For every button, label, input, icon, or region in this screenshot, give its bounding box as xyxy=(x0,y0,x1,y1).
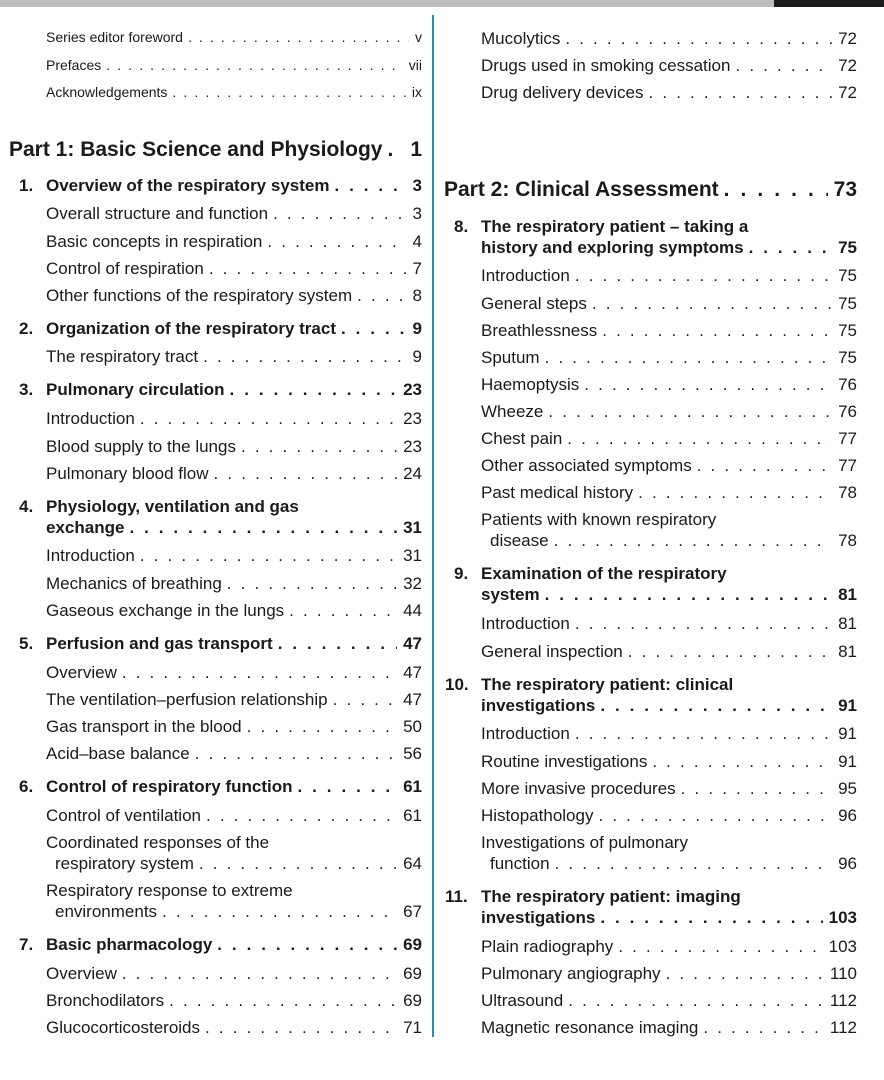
entry-label: function xyxy=(490,854,550,873)
chapter-page: 81 xyxy=(838,585,857,604)
entry-label: Bronchodilators xyxy=(46,991,165,1010)
entry-page: 75 xyxy=(838,266,857,285)
entry-page: 72 xyxy=(838,83,857,102)
dot-leader xyxy=(289,601,397,621)
chapter-title: Control of respiratory function xyxy=(46,777,293,796)
entry-page: 81 xyxy=(838,642,857,661)
chapter-title-line1: Physiology, ventilation and gas xyxy=(46,497,299,516)
entry-page: 110 xyxy=(829,964,857,983)
toc-entry[interactable] xyxy=(481,29,857,49)
chapter-heading[interactable] xyxy=(481,238,857,258)
chapter-heading[interactable] xyxy=(46,777,422,797)
chapter-page: 103 xyxy=(828,908,857,927)
chapter-number: 2. xyxy=(19,319,34,338)
entry-page: 75 xyxy=(838,294,857,313)
chapter-page: 31 xyxy=(403,518,422,537)
dot-leader xyxy=(567,429,832,449)
dot-leader xyxy=(241,437,397,457)
toc-entry[interactable] xyxy=(481,83,857,103)
dot-leader xyxy=(681,779,832,799)
dot-leader xyxy=(638,483,832,503)
part-heading[interactable] xyxy=(9,138,422,162)
entry-page: 8 xyxy=(412,286,422,305)
entry-label: Other functions of the respiratory system xyxy=(46,286,353,305)
chapter-number: 4. xyxy=(19,497,34,516)
dot-leader xyxy=(554,531,832,551)
chapter-number: 1. xyxy=(19,176,34,195)
chapter-title-line1: The respiratory patient – taking a xyxy=(481,217,749,236)
entry-label: Control of ventilation xyxy=(46,806,201,825)
dot-leader xyxy=(298,777,398,797)
entry-label: Past medical history xyxy=(481,483,634,502)
toc-entry[interactable] xyxy=(481,642,857,662)
entry-page: 67 xyxy=(403,902,422,921)
entry-label: Wheeze xyxy=(481,402,544,421)
entry-page: 78 xyxy=(838,531,857,550)
entry-label-line1: Investigations of pulmonary xyxy=(481,833,688,852)
chapter-title: Overview of the respiratory system xyxy=(46,176,330,195)
dot-leader xyxy=(724,178,828,202)
toc-entry[interactable] xyxy=(46,690,422,710)
entry-label: Histopathology xyxy=(481,806,594,825)
entry-page: 3 xyxy=(412,204,422,223)
entry-page: 47 xyxy=(403,690,422,709)
entry-page: 23 xyxy=(403,437,422,456)
entry-label-line1: Coordinated responses of the xyxy=(46,833,270,852)
dot-leader xyxy=(195,744,397,764)
chapter-title: Basic pharmacology xyxy=(46,935,213,954)
dot-leader xyxy=(565,29,832,49)
entry-page: 32 xyxy=(403,574,422,593)
toc-entry[interactable] xyxy=(490,531,857,551)
entry-page: 47 xyxy=(403,663,422,682)
part-title: Part 1: Basic Science and Physiology xyxy=(9,138,383,161)
dot-leader xyxy=(106,57,403,73)
toc-entry[interactable] xyxy=(46,347,422,367)
dot-leader xyxy=(227,574,397,594)
chapter-page: 91 xyxy=(838,696,857,715)
entry-page: 78 xyxy=(838,483,857,502)
chapter-number: 10. xyxy=(445,675,469,694)
entry-label: Basic concepts in respiration xyxy=(46,232,263,251)
chapter-title-line1: The respiratory patient: clinical xyxy=(481,675,734,694)
dot-leader xyxy=(697,456,832,476)
chapter-number: 11. xyxy=(445,887,468,906)
entry-label: Pulmonary blood flow xyxy=(46,464,209,483)
entry-page: 24 xyxy=(403,464,422,483)
dot-leader xyxy=(618,937,822,957)
dot-leader xyxy=(172,84,405,100)
toc-entry[interactable] xyxy=(481,375,857,395)
dot-leader xyxy=(555,854,833,874)
toc-entry[interactable] xyxy=(46,744,422,764)
entry-page: 4 xyxy=(412,232,422,251)
chapter-page: 69 xyxy=(403,935,422,954)
top-edge-bar xyxy=(0,0,884,7)
entry-page: 50 xyxy=(403,717,422,736)
toc-entry[interactable] xyxy=(481,402,857,422)
entry-page: 69 xyxy=(403,964,422,983)
entry-label: Control of respiration xyxy=(46,259,204,278)
entry-page: vii xyxy=(408,57,422,73)
chapter-page: 23 xyxy=(403,380,422,399)
entry-label: Introduction xyxy=(481,724,570,743)
dot-leader xyxy=(209,259,407,279)
chapter-number: 5. xyxy=(19,634,34,653)
entry-label: General inspection xyxy=(481,642,623,661)
dot-leader xyxy=(203,347,406,367)
dot-leader xyxy=(628,642,832,662)
chapter-heading[interactable] xyxy=(46,935,422,955)
toc-entry[interactable] xyxy=(46,259,422,279)
dot-leader xyxy=(735,56,832,76)
chapter-title: investigations xyxy=(481,908,596,927)
entry-page: 69 xyxy=(403,991,422,1010)
entry-page: 112 xyxy=(829,1018,857,1037)
chapter-title: Perfusion and gas transport xyxy=(46,634,273,653)
entry-label: disease xyxy=(490,531,549,550)
toc-entry[interactable] xyxy=(490,854,857,874)
part-page: 1 xyxy=(410,138,422,161)
toc-entry[interactable] xyxy=(481,1018,857,1038)
entry-page: 96 xyxy=(838,806,857,825)
entry-label: Acknowledgements xyxy=(46,84,168,100)
entry-label: Prefaces xyxy=(46,57,102,73)
dot-leader xyxy=(548,402,832,422)
toc-entry[interactable] xyxy=(481,614,857,634)
toc-entry[interactable] xyxy=(46,1018,422,1038)
entry-label-line1: Patients with known respiratory xyxy=(481,510,717,529)
dot-leader xyxy=(600,696,832,716)
entry-page: 75 xyxy=(838,348,857,367)
entry-label: Sputum xyxy=(481,348,540,367)
entry-page: 44 xyxy=(403,601,422,620)
toc-entry[interactable] xyxy=(481,483,857,503)
entry-page: 56 xyxy=(403,744,422,763)
entry-label: Gas transport in the blood xyxy=(46,717,242,736)
dot-leader xyxy=(217,935,397,955)
entry-page: 91 xyxy=(838,724,857,743)
top-edge-dark-bar xyxy=(774,0,884,7)
chapter-heading[interactable] xyxy=(46,176,422,196)
entry-page: 77 xyxy=(838,429,857,448)
toc-entry[interactable] xyxy=(46,964,422,984)
dot-leader xyxy=(140,546,397,566)
chapter-page: 9 xyxy=(412,319,422,338)
entry-page: 72 xyxy=(838,29,857,48)
toc-entry[interactable] xyxy=(55,902,422,922)
entry-label: Introduction xyxy=(46,409,135,428)
entry-label: Breathlessness xyxy=(481,321,598,340)
entry-label: Haemoptysis xyxy=(481,375,580,394)
dot-leader xyxy=(129,518,397,538)
dot-leader xyxy=(206,806,397,826)
entry-label: Routine investigations xyxy=(481,752,648,771)
toc-entry[interactable] xyxy=(46,204,422,224)
dot-leader xyxy=(140,409,397,429)
entry-label: Overall structure and function xyxy=(46,204,269,223)
dot-leader xyxy=(122,663,397,683)
chapter-title: history and exploring symptoms xyxy=(481,238,744,257)
dot-leader xyxy=(333,690,397,710)
entry-label: Overview xyxy=(46,663,117,682)
toc-entry[interactable] xyxy=(46,409,422,429)
toc-entry[interactable] xyxy=(481,348,857,368)
dot-leader xyxy=(169,991,397,1011)
entry-label: Plain radiography xyxy=(481,937,614,956)
chapter-number: 8. xyxy=(454,217,469,236)
chapter-number: 3. xyxy=(19,380,34,399)
chapter-heading[interactable] xyxy=(46,319,422,339)
chapter-heading[interactable] xyxy=(46,518,422,538)
entry-label: More invasive procedures xyxy=(481,779,676,798)
toc-entry[interactable] xyxy=(481,56,857,76)
toc-entry[interactable] xyxy=(46,232,422,252)
dot-leader xyxy=(602,321,832,341)
toc-entry[interactable] xyxy=(481,964,857,984)
entry-label: Introduction xyxy=(46,546,135,565)
entry-page: 9 xyxy=(412,347,422,366)
entry-page: 23 xyxy=(403,409,422,428)
chapter-heading[interactable] xyxy=(46,380,422,400)
entry-label: Gaseous exchange in the lungs xyxy=(46,601,285,620)
chapter-number: 9. xyxy=(454,564,469,583)
toc-entry[interactable] xyxy=(46,991,422,1011)
dot-leader xyxy=(341,319,407,339)
toc-entry[interactable] xyxy=(481,266,857,286)
entry-page: 112 xyxy=(829,991,857,1010)
chapter-title: Organization of the respiratory tract xyxy=(46,319,336,338)
dot-leader xyxy=(598,806,832,826)
toc-entry[interactable] xyxy=(481,806,857,826)
dot-leader xyxy=(703,1018,824,1038)
entry-page: 64 xyxy=(403,854,422,873)
dot-leader xyxy=(199,854,397,874)
entry-page: 95 xyxy=(838,779,857,798)
toc-entry[interactable] xyxy=(46,286,422,306)
dot-leader xyxy=(584,375,832,395)
dot-leader xyxy=(749,238,832,258)
dot-leader xyxy=(273,204,406,224)
toc-entry[interactable] xyxy=(46,546,422,566)
toc-entry[interactable] xyxy=(46,717,422,737)
entry-page: ix xyxy=(411,84,422,100)
dot-leader xyxy=(122,964,397,984)
entry-label: Acid–base balance xyxy=(46,744,190,763)
toc-entry[interactable] xyxy=(481,456,857,476)
dot-leader xyxy=(649,83,833,103)
chapter-heading[interactable] xyxy=(481,696,857,716)
dot-leader xyxy=(575,614,832,634)
dot-leader xyxy=(334,176,406,196)
entry-page: 61 xyxy=(403,806,422,825)
toc-entry[interactable] xyxy=(481,294,857,314)
entry-label: Chest pain xyxy=(481,429,563,448)
entry-page: 77 xyxy=(838,456,857,475)
entry-label: Glucocorticosteroids xyxy=(46,1018,201,1037)
dot-leader xyxy=(592,294,832,314)
entry-label: General steps xyxy=(481,294,587,313)
entry-label: Mechanics of breathing xyxy=(46,574,222,593)
dot-leader xyxy=(545,348,832,368)
chapter-heading[interactable] xyxy=(481,908,857,928)
entry-page: 75 xyxy=(838,321,857,340)
dot-leader xyxy=(357,286,406,306)
entry-label: The ventilation–perfusion relationship xyxy=(46,690,328,709)
entry-label: Drugs used in smoking cessation xyxy=(481,56,731,75)
dot-leader xyxy=(205,1018,397,1038)
entry-label: Other associated symptoms xyxy=(481,456,692,475)
entry-page: 81 xyxy=(838,614,857,633)
toc-entry[interactable] xyxy=(481,429,857,449)
chapter-page: 75 xyxy=(838,238,857,257)
chapter-title-line1: The respiratory patient: imaging xyxy=(481,887,741,906)
entry-page: 72 xyxy=(838,56,857,75)
toc-entry[interactable] xyxy=(481,752,857,772)
entry-page: 31 xyxy=(403,546,422,565)
chapter-title-line1: Examination of the respiratory xyxy=(481,564,727,583)
toc-entry[interactable] xyxy=(46,29,422,45)
toc-entry[interactable] xyxy=(481,937,857,957)
dot-leader xyxy=(267,232,406,252)
entry-page: v xyxy=(415,29,422,45)
toc-entry[interactable] xyxy=(481,991,857,1011)
part-heading[interactable] xyxy=(444,178,857,202)
dot-leader xyxy=(545,585,832,605)
entry-page: 76 xyxy=(838,402,857,421)
toc-entry[interactable] xyxy=(55,854,422,874)
entry-label: The respiratory tract xyxy=(46,347,199,366)
chapter-page: 61 xyxy=(403,777,422,796)
entry-label: Magnetic resonance imaging xyxy=(481,1018,699,1037)
toc-entry[interactable] xyxy=(46,57,422,73)
entry-label: Blood supply to the lungs xyxy=(46,437,236,456)
entry-page: 91 xyxy=(838,752,857,771)
chapter-heading[interactable] xyxy=(46,634,422,654)
part-title: Part 2: Clinical Assessment xyxy=(444,178,719,201)
entry-label: respiratory system xyxy=(55,854,194,873)
entry-page: 71 xyxy=(403,1018,422,1037)
toc-entry[interactable] xyxy=(46,574,422,594)
toc-entry[interactable] xyxy=(46,437,422,457)
dot-leader xyxy=(652,752,832,772)
dot-leader xyxy=(214,464,398,484)
toc-entry[interactable] xyxy=(46,806,422,826)
entry-label: Introduction xyxy=(481,266,570,285)
dot-leader xyxy=(600,908,822,928)
chapter-number: 6. xyxy=(19,777,34,796)
entry-label: Mucolytics xyxy=(481,29,561,48)
chapter-heading[interactable] xyxy=(481,585,857,605)
entry-label: environments xyxy=(55,902,158,921)
chapter-title: system xyxy=(481,585,540,604)
entry-page: 96 xyxy=(838,854,857,873)
toc-entry[interactable] xyxy=(46,84,422,100)
chapter-page: 3 xyxy=(412,176,422,195)
toc-entry[interactable] xyxy=(46,601,422,621)
dot-leader xyxy=(568,991,824,1011)
entry-page: 103 xyxy=(828,937,857,956)
entry-page: 7 xyxy=(412,259,422,278)
dot-leader xyxy=(162,902,397,922)
chapter-title: exchange xyxy=(46,518,125,537)
entry-label: Pulmonary angiography xyxy=(481,964,661,983)
chapter-number: 7. xyxy=(19,935,34,954)
toc-entry[interactable] xyxy=(46,663,422,683)
entry-label: Drug delivery devices xyxy=(481,83,644,102)
dot-leader xyxy=(387,138,404,162)
dot-leader xyxy=(666,964,824,984)
dot-leader xyxy=(278,634,397,654)
toc-entry[interactable] xyxy=(46,464,422,484)
toc-entry[interactable] xyxy=(481,321,857,341)
toc-entry[interactable] xyxy=(481,779,857,799)
column-divider xyxy=(432,15,434,1037)
entry-page: 76 xyxy=(838,375,857,394)
chapter-title: Pulmonary circulation xyxy=(46,380,225,399)
entry-label: Ultrasound xyxy=(481,991,564,1010)
dot-leader xyxy=(230,380,398,400)
dot-leader xyxy=(188,29,409,45)
toc-entry[interactable] xyxy=(481,724,857,744)
entry-label: Series editor foreword xyxy=(46,29,183,45)
part-page: 73 xyxy=(833,178,857,201)
entry-label: Introduction xyxy=(481,614,570,633)
chapter-page: 47 xyxy=(403,634,422,653)
dot-leader xyxy=(575,724,832,744)
dot-leader xyxy=(247,717,397,737)
entry-label-line1: Respiratory response to extreme xyxy=(46,881,293,900)
entry-label: Overview xyxy=(46,964,117,983)
dot-leader xyxy=(575,266,832,286)
chapter-title: investigations xyxy=(481,696,596,715)
